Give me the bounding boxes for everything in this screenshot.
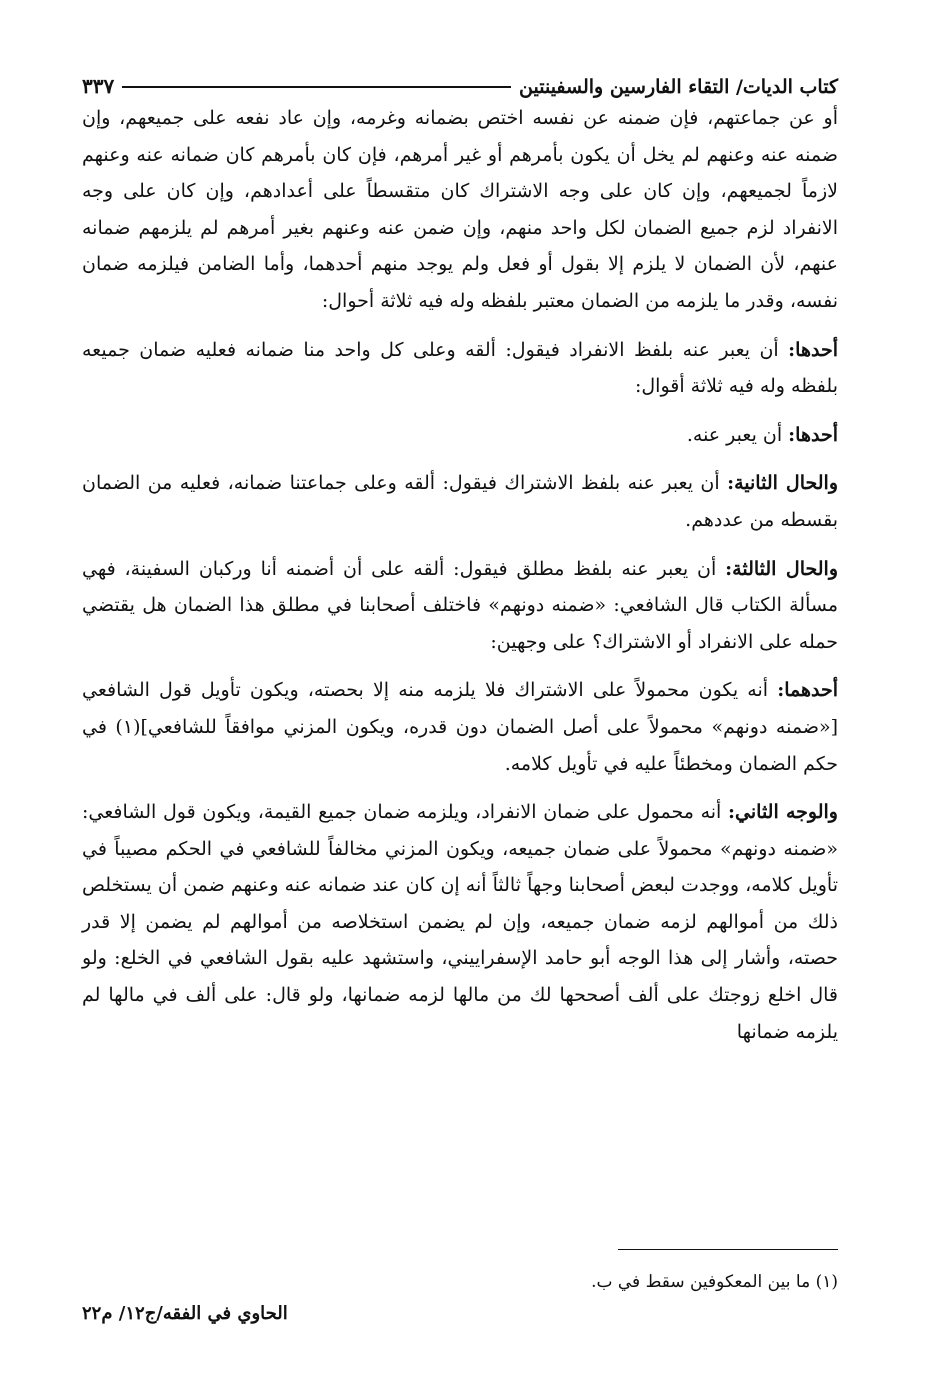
header-rule (122, 86, 511, 88)
paragraph (82, 100, 838, 320)
paragraph (82, 794, 838, 1050)
paragraph-lead: والوجه الثاني: (728, 801, 838, 824)
page-number: ٣٣٧ (82, 74, 115, 98)
paragraph-text: أنه محمول على ضمان الانفراد، ويلزمه ضمان جميع القيمة، ويكون قول الشافعي: «ضمنه دونهم» محمولاً على ضمان جميعه، ويكون المزني مخالفاً للشافعي في الحكم مصيباً في تأويل كلامه، ووجدت لبعض أصحابنا وجهاً ثالثاً أنه إن كان عند ضمانه عنه وعنهم ضمن أن يستخلص ذلك من أموالهم لزمه ضمان جميعه، وإن لم يضمن استخلاصه من أموالهم لم يضمن إلا قدر حصته، وأشار إلى هذا الوجه أبو حامد الإسفراييني، واستشهد عليه بقول الشافعي في الخلع: ولو قال اخلع زوجتك على ألف أصححها لك من مالها لزمه ضمانها، ولو قال: على ألف في مالها لم يلزمه ضمانها (82, 801, 838, 1043)
paragraph (82, 551, 838, 661)
paragraph-text: أن يعبر عنه. (686, 423, 789, 446)
header-title: كتاب الديات/ التقاء الفارسين والسفينتين (519, 76, 838, 98)
paragraph (82, 465, 838, 538)
paragraph-lead: والحال الثالثة: (725, 557, 839, 580)
running-header (82, 58, 838, 98)
page-footer: الحاوي في الفقه/ج١٢/ م٢٢ (82, 1303, 288, 1324)
paragraph-lead: أحدهما: (777, 679, 838, 702)
paragraph (82, 672, 838, 782)
paragraph-lead: والحال الثانية: (727, 472, 838, 495)
paragraph (82, 332, 838, 405)
footnote: (١) ما بين المعكوفين سقط في ب. (591, 1272, 838, 1292)
paragraph-text: أن يعبر عنه بلفظ الانفراد فيقول: ألقه وعلى كل واحد منا ضمانه فعليه ضمان جميعه بلفظه وله فيه ثلاثة أقوال: (82, 338, 838, 398)
paragraph (82, 417, 838, 454)
footnote-separator (618, 1249, 838, 1250)
main-text (82, 100, 838, 1050)
paragraph-text: أنه يكون محمولاً على الاشتراك فلا يلزمه منه إلا بحصته، ويكون تأويل قول الشافعي [«ضمنه دونهم» محمولاً على أصل الضمان دون قدره، ويكون المزني موافقاً للشافعي](١) في حكم الضمان ومخطئاً عليه في تأويل كلامه. (82, 679, 838, 775)
paragraph-text: أن يعبر عنه بلفظ مطلق فيقول: ألقه على أن أضمنه أنا وركبان السفينة، فهي مسألة الكتاب قال الشافعي: «ضمنه دونهم» فاختلف أصحابنا في مطلق هذا الضمان هل يقتضي حمله على الانفراد أو الاشتراك؟ على وجهين: (82, 557, 838, 653)
paragraph-lead: أحدها: (788, 423, 838, 446)
paragraph-text: أن يعبر عنه بلفظ الاشتراك فيقول: ألقه وعلى جماعتنا ضمانه، فعليه من الضمان بقسطه من عددهم. (82, 472, 838, 531)
paragraph-lead: أحدها: (788, 338, 838, 361)
paragraph-text: أو عن جماعتهم، فإن ضمنه عن نفسه اختص بضمانه وغرمه، وإن عاد نفعه على جميعهم، وإن ضمنه عنه وعنهم لم يخل أن يكون بأمرهم أو غير أمرهم، فإن كان بأمرهم كان ضمانه عنه وعنهم لازماً لجميعهم، وإن كان على وجه الاشتراك كان متقسطاً على أعدادهم، وإن كان على وجه الانفراد لزم جميع الضمان لكل واحد منهم، وإن ضمن عنه وعنهم بغير أمرهم لم يلزمهم ضمانه عنهم، لأن الضمان لا يلزم إلا بقول أو فعل ولم يوجد منهم أحدهما، وأما الضامن فيلزمه ضمان نفسه، وقدر ما يلزمه من الضمان معتبر بلفظه وله فيه ثلاثة أحوال: (82, 107, 838, 312)
